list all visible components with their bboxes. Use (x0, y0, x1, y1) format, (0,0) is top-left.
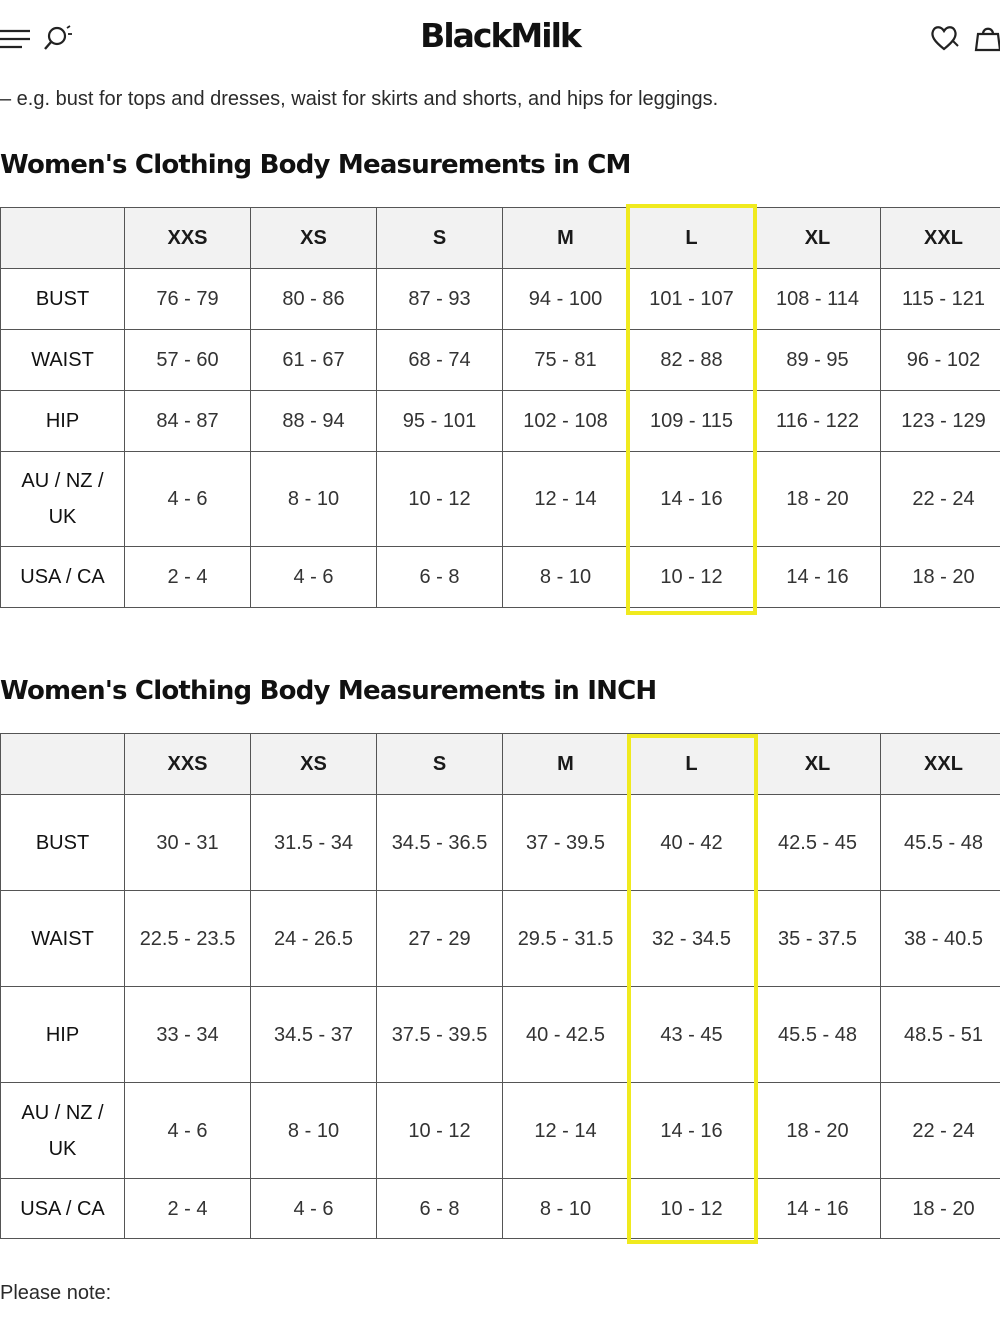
size-header-xs: XS (251, 208, 377, 269)
table-cell: 14 - 16 (755, 547, 881, 608)
table-cell: 96 - 102 (881, 330, 1000, 391)
size-header-xl: XL (755, 208, 881, 269)
table-cell: 43 - 45 (629, 987, 755, 1083)
table-cell: 37 - 39.5 (503, 795, 629, 891)
header-empty-cell (1, 208, 125, 269)
table-cell: 18 - 20 (881, 547, 1000, 608)
table-cell: 4 - 6 (125, 1083, 251, 1179)
table-cell: 38 - 40.5 (881, 891, 1000, 987)
table-cell: 10 - 12 (629, 547, 755, 608)
table-row-hip (1, 987, 1000, 1083)
table-cell: 4 - 6 (125, 452, 251, 547)
table-cell: 35 - 37.5 (755, 891, 881, 987)
table-cell: 14 - 16 (629, 1083, 755, 1179)
size-header-xs: XS (251, 734, 377, 795)
site-header (0, 0, 1000, 80)
table-cell: 2 - 4 (125, 547, 251, 608)
size-header-m: M (503, 734, 629, 795)
table-cell: 6 - 8 (377, 1179, 503, 1239)
table-header-row (1, 734, 1000, 795)
brand-logo[interactable]: BlackMilk (420, 16, 580, 55)
table-cell: 30 - 31 (125, 795, 251, 891)
table-cell: 10 - 12 (377, 1083, 503, 1179)
table-cell: 94 - 100 (503, 269, 629, 330)
table-cell: 18 - 20 (881, 1179, 1000, 1239)
table-cell: 6 - 8 (377, 547, 503, 608)
table-cell: 95 - 101 (377, 391, 503, 452)
row-label: AU / NZ / UK (1, 1083, 125, 1179)
table-cell: 22 - 24 (881, 1083, 1000, 1179)
header-empty-cell (1, 734, 125, 795)
please-note-text: Please note: (0, 1282, 112, 1304)
row-label: USA / CA (1, 1179, 125, 1239)
row-label: HIP (1, 987, 125, 1083)
size-header-s: S (377, 208, 503, 269)
table-cell: 80 - 86 (251, 269, 377, 330)
table-cell: 109 - 115 (629, 391, 755, 452)
table-cell: 31.5 - 34 (251, 795, 377, 891)
table-cell: 101 - 107 (629, 269, 755, 330)
table-cell: 82 - 88 (629, 330, 755, 391)
table-cell: 2 - 4 (125, 1179, 251, 1239)
size-header-l: L (629, 734, 755, 795)
cm-size-table (0, 207, 1000, 608)
table-row-au-nz-uk (1, 452, 1000, 547)
table-cell: 14 - 16 (755, 1179, 881, 1239)
table-row-bust (1, 269, 1000, 330)
table-cell: 22 - 24 (881, 452, 1000, 547)
table-cell: 33 - 34 (125, 987, 251, 1083)
table-cell: 8 - 10 (251, 452, 377, 547)
table-cell: 61 - 67 (251, 330, 377, 391)
table-cell: 34.5 - 36.5 (377, 795, 503, 891)
table-cell: 24 - 26.5 (251, 891, 377, 987)
table-cell: 68 - 74 (377, 330, 503, 391)
table-cell: 76 - 79 (125, 269, 251, 330)
table-cell: 116 - 122 (755, 391, 881, 452)
table-header-row (1, 208, 1000, 269)
table-cell: 34.5 - 37 (251, 987, 377, 1083)
table-cell: 8 - 10 (503, 1179, 629, 1239)
table-cell: 89 - 95 (755, 330, 881, 391)
table-cell: 37.5 - 39.5 (377, 987, 503, 1083)
row-label: AU / NZ / UK (1, 452, 125, 547)
row-label: BUST (1, 795, 125, 891)
table-cell: 102 - 108 (503, 391, 629, 452)
size-header-xxs: XXS (125, 734, 251, 795)
table-row-hip (1, 391, 1000, 452)
table-cell: 12 - 14 (503, 452, 629, 547)
table-cell: 18 - 20 (755, 452, 881, 547)
table-cell: 18 - 20 (755, 1083, 881, 1179)
table-cell: 115 - 121 (881, 269, 1000, 330)
table-cell: 10 - 12 (629, 1179, 755, 1239)
row-label: WAIST (1, 891, 125, 987)
size-header-xl: XL (755, 734, 881, 795)
table-cell: 8 - 10 (503, 547, 629, 608)
size-header-s: S (377, 734, 503, 795)
table-cell: 4 - 6 (251, 1179, 377, 1239)
table-cell: 75 - 81 (503, 330, 629, 391)
table-cell: 42.5 - 45 (755, 795, 881, 891)
table-cell: 40 - 42 (629, 795, 755, 891)
size-header-xxl: XXL (881, 734, 1000, 795)
table-row-waist (1, 891, 1000, 987)
inch-table-title: Women's Clothing Body Measurements in INCH (0, 676, 657, 706)
table-cell: 48.5 - 51 (881, 987, 1000, 1083)
table-cell: 10 - 12 (377, 452, 503, 547)
table-row-usa-ca (1, 1179, 1000, 1239)
table-cell: 84 - 87 (125, 391, 251, 452)
intro-text: – e.g. bust for tops and dresses, waist for skirts and shorts, and hips for leggings. (0, 88, 719, 110)
size-header-l: L (629, 208, 755, 269)
table-cell: 108 - 114 (755, 269, 881, 330)
row-label: WAIST (1, 330, 125, 391)
table-cell: 4 - 6 (251, 547, 377, 608)
table-cell: 87 - 93 (377, 269, 503, 330)
heart-icon[interactable] (928, 22, 964, 56)
size-header-xxl: XXL (881, 208, 1000, 269)
table-cell: 45.5 - 48 (755, 987, 881, 1083)
table-cell: 8 - 10 (251, 1083, 377, 1179)
table-cell: 88 - 94 (251, 391, 377, 452)
table-cell: 12 - 14 (503, 1083, 629, 1179)
row-label: BUST (1, 269, 125, 330)
table-cell: 27 - 29 (377, 891, 503, 987)
table-row-bust (1, 795, 1000, 891)
table-row-au-nz-uk (1, 1083, 1000, 1179)
table-cell: 123 - 129 (881, 391, 1000, 452)
table-cell: 29.5 - 31.5 (503, 891, 629, 987)
table-cell: 40 - 42.5 (503, 987, 629, 1083)
row-label: HIP (1, 391, 125, 452)
table-cell: 32 - 34.5 (629, 891, 755, 987)
table-cell: 14 - 16 (629, 452, 755, 547)
inch-size-table (0, 733, 1000, 1239)
table-row-usa-ca (1, 547, 1000, 608)
row-label: USA / CA (1, 547, 125, 608)
shopping-bag-icon[interactable] (972, 22, 1000, 56)
size-header-xxs: XXS (125, 208, 251, 269)
size-header-m: M (503, 208, 629, 269)
cm-table-title: Women's Clothing Body Measurements in CM (0, 150, 631, 180)
table-cell: 22.5 - 23.5 (125, 891, 251, 987)
table-row-waist (1, 330, 1000, 391)
table-cell: 45.5 - 48 (881, 795, 1000, 891)
table-cell: 57 - 60 (125, 330, 251, 391)
